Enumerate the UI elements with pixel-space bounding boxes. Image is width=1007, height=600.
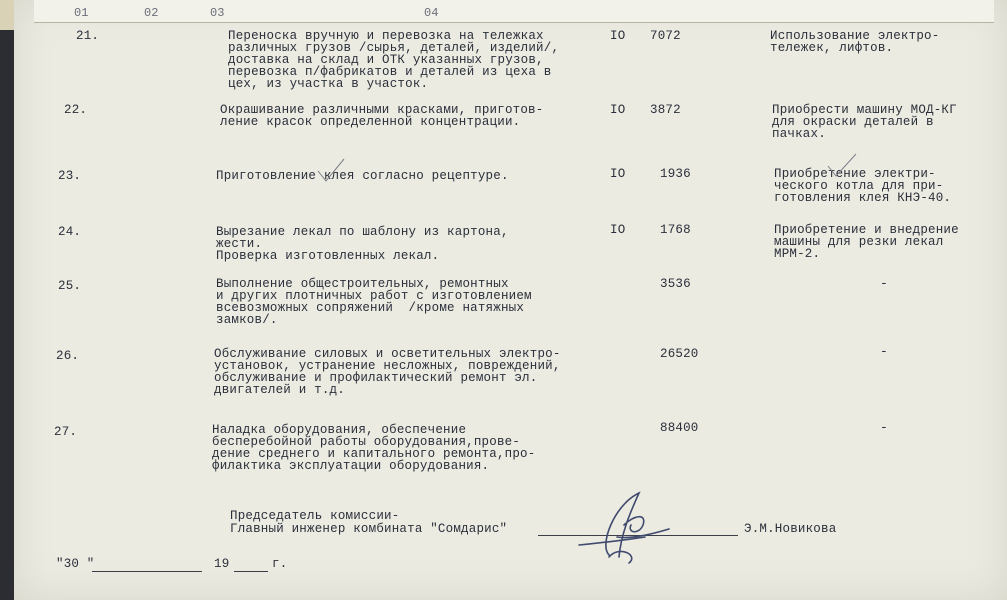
desc-line: ление красок определенной концентрации. xyxy=(220,115,521,129)
chair-title-line2: Главный инженер комбината "Сомдарис" xyxy=(230,522,508,536)
desc-line: и других плотничных работ с изготовлением xyxy=(216,289,532,303)
row-description xyxy=(214,348,561,396)
handwritten-signature-icon xyxy=(569,485,679,565)
document-page xyxy=(14,0,1007,600)
row-measure xyxy=(774,224,959,260)
measure-line: ческого котла для при- xyxy=(774,179,944,193)
row-measure-dash: - xyxy=(880,420,888,435)
row-measure xyxy=(772,104,957,140)
row-number: 25. xyxy=(58,279,82,293)
desc-line: бесперебойной работы оборудования,прове- xyxy=(212,435,521,449)
desc-line: цех, из участка в участок. xyxy=(228,77,429,91)
desc-line: установок, устранение несложных, повреждений, xyxy=(214,359,561,373)
row-number: 24. xyxy=(58,225,82,239)
date-day: "30 " xyxy=(56,557,95,571)
date-month-underline xyxy=(92,571,202,572)
row-description xyxy=(212,424,535,472)
row-number: 26. xyxy=(56,349,80,363)
row-measure-dash: - xyxy=(880,276,888,291)
measure-line: готовления клея КНЭ-40. xyxy=(774,191,952,205)
row-measure xyxy=(770,30,939,54)
row-value: 88400 xyxy=(660,421,699,435)
measure-line: Приобрести машину МОД-КГ xyxy=(772,103,957,117)
row-description xyxy=(216,170,509,182)
measure-line: МРМ-2. xyxy=(774,247,821,261)
row-number: 22. xyxy=(64,103,88,117)
desc-line: перевозка п/фабрикатов и деталей из цеха в xyxy=(228,65,552,79)
measure-line: пачках. xyxy=(772,127,826,141)
row-value: 1768 xyxy=(660,223,691,237)
desc-line: обслуживание и профилактический ремонт эл. xyxy=(214,371,538,385)
row-number: 21. xyxy=(76,29,100,43)
desc-line: жести. xyxy=(216,237,263,251)
previous-sheet-edge xyxy=(34,0,994,23)
check-mark-icon xyxy=(314,155,354,185)
date-year-underline xyxy=(234,571,268,572)
signatory-name: Э.М.Новикова xyxy=(744,522,837,536)
row-description xyxy=(216,226,509,262)
measure-line: для окраски деталей в xyxy=(772,115,934,129)
measure-line: Использование электро- xyxy=(770,29,940,43)
desc-line: Обслуживание силовых и осветительных электро- xyxy=(214,347,561,361)
desc-line: Переноска вручную и перевозка на тележках xyxy=(228,29,544,43)
date-year-prefix: 19 xyxy=(214,557,230,571)
desc-line: Выполнение общестроительных, ремонтных xyxy=(216,277,509,291)
row-description xyxy=(216,278,532,326)
date-year-suffix: г. xyxy=(272,557,288,571)
desc-line: двигателей и т.д. xyxy=(214,383,345,397)
desc-line: Приготовление клея согласно рецептуре. xyxy=(216,169,509,183)
desc-line: Вырезание лекал по шаблону из картона, xyxy=(216,225,509,239)
desc-line: Окрашивание различными красками, приготов- xyxy=(220,103,544,117)
column-header-3: 03 xyxy=(210,6,225,20)
row-number: 23. xyxy=(58,169,82,183)
row-value: 1936 xyxy=(660,167,691,181)
measure-line: машины для резки лекал xyxy=(774,235,944,249)
column-header-4: 04 xyxy=(424,6,439,20)
desc-line: всевозможных сопряжений /кроме натяжных xyxy=(216,301,525,315)
column-header-2: 02 xyxy=(144,6,159,20)
desc-line: филактика эксплуатации оборудования. xyxy=(212,459,490,473)
desc-line: дение среднего и капитального ремонта,про- xyxy=(212,447,536,461)
column-header-1: 01 xyxy=(74,6,89,20)
desc-line: Проверка изготовленных лекал. xyxy=(216,249,440,263)
desc-line: Наладка оборудования, обеспечение xyxy=(212,423,467,437)
row-number: 27. xyxy=(54,425,78,439)
desc-line: замков/. xyxy=(216,313,278,327)
row-measure-dash: - xyxy=(880,344,888,359)
measure-line: тележек, лифтов. xyxy=(770,41,894,55)
desc-line: доставка на склад и ОТК указанных грузов, xyxy=(228,53,544,67)
row-value: 7072 xyxy=(650,29,681,43)
measure-line: Приобретение электри- xyxy=(774,167,936,181)
row-code: IO xyxy=(610,167,626,181)
row-description xyxy=(220,104,543,128)
chair-title-line1: Председатель комиссии- xyxy=(230,509,400,523)
check-mark-icon xyxy=(824,150,864,180)
row-value: 3872 xyxy=(650,103,681,117)
measure-line: Приобретение и внедрение xyxy=(774,223,959,237)
row-code: IO xyxy=(610,223,626,237)
row-description xyxy=(228,30,559,90)
row-value: 3536 xyxy=(660,277,691,291)
row-value: 26520 xyxy=(660,347,699,361)
desc-line: различных грузов /сырья, деталей, изделий/, xyxy=(228,41,560,55)
row-code: IO xyxy=(610,29,626,43)
row-code: IO xyxy=(610,103,626,117)
